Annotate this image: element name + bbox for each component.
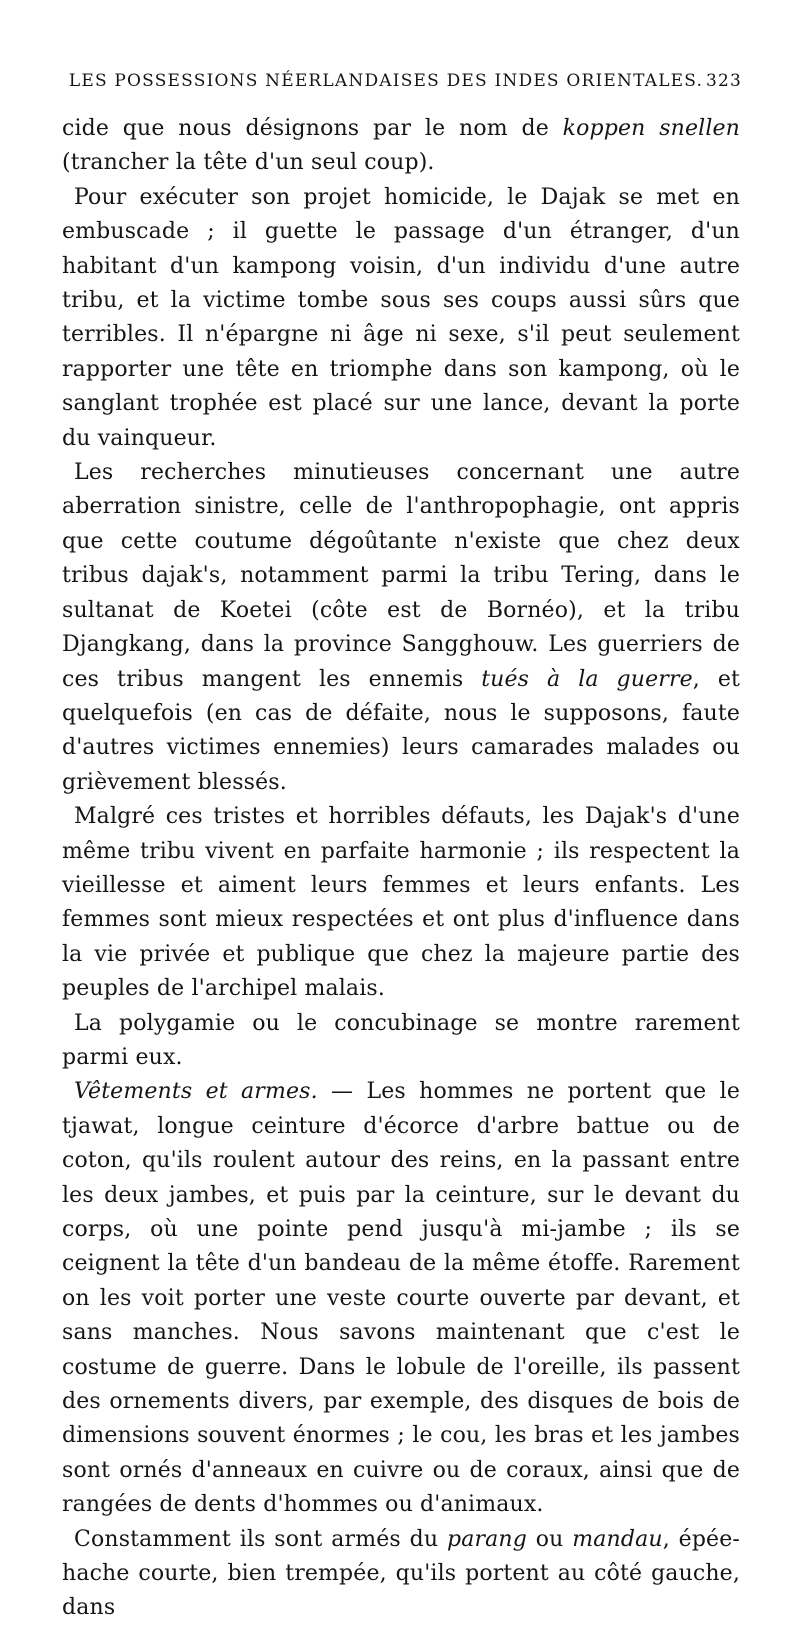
body-text (62, 112, 740, 1626)
running-title: LES POSSESSIONS NÉERLANDAISES DES INDES ORIENTALES. (68, 71, 704, 91)
paragraph-6 (62, 1075, 740, 1522)
paragraph-7-text-c: ou (526, 1526, 573, 1552)
paragraph-5: La polygamie ou le concubinage se montre rarement parmi eux. (62, 1010, 740, 1070)
paragraph-7-text-a: Constamment ils sont armés du (74, 1526, 447, 1552)
paragraph-3-text-c: , et quelquefois (en cas de défaite, nous le supposons, faute d'autres victimes ennemies) leurs camarades malades ou grièvement blessés. (62, 666, 740, 795)
paragraph-1-text-a: cide que nous désignons par le nom de (62, 116, 563, 141)
term-koppen-snellen: koppen snellen (562, 116, 740, 141)
page-number: 323 (705, 71, 742, 91)
paragraph-1-text-c: (trancher la tête d'un seul coup). (62, 150, 435, 176)
paragraph-7 (62, 1523, 740, 1626)
paragraph-3 (62, 456, 740, 800)
paragraph-1 (62, 112, 740, 181)
phrase-tues-a-la-guerre: tués à la guerre (481, 666, 693, 692)
paragraph-2: Pour exécuter son projet homicide, le Dajak se met en embuscade ; il guette le passage d'un étranger, d'un habitant d'un kampong voisin, d'un individu d'une autre tribu, et la victime tombe sous ses coups aussi sûrs que terribles. Il n'épargne ni âge ni sexe, s'il peut seulement rapporter une tête en triomphe dans son kampong, où le sanglant trophée est placé sur une lance, devant la porte du vainqueur. (62, 184, 740, 451)
paragraph-7-text-e: , épée-hache courte, bien trempée, qu'ils portent au côté gauche, dans (62, 1526, 740, 1621)
term-mandau: mandau (572, 1526, 663, 1552)
paragraph-6-text-b: — Les hommes ne portent que le tjawat, longue ceinture d'écorce d'arbre battue ou de coton, qu'ils roulent autour des reins, en la passant entre les deux jambes, et puis par la ceinture, sur le devant du corps, où une pointe pend jusqu'à mi-jambe ; ils se ceignent la tête d'un bandeau de la même étoffe. Rarement on les voit porter une veste courte ouverte par devant, et sans manches. Nous savons maintenant que c'est le costume de guerre. Dans le lobule de l'oreille, ils passent des ornements divers, par exemple, des disques de bois de dimensions souvent énormes ; le cou, les bras et les jambes sont ornés d'anneaux en cuivre ou de coraux, ainsi que de rangées de dents d'hommes ou d'animaux. (62, 1079, 740, 1518)
paragraph-4: Malgré ces tristes et horribles défauts, les Dajak's d'une même tribu vivent en parfaite harmonie ; ils respectent la vieillesse et aiment leurs femmes et leurs enfants. Les femmes sont mieux respectées et ont plus d'influence dans la vie privée et publique que chez la majeure partie des peuples de l'archipel malais. (62, 804, 740, 1002)
paragraph-3-text-a: Les recherches minutieuses concernant une autre aberration sinistre, celle de l'anthropophagie, ont appris que cette coutume dégoûtante n'existe que chez deux tribus dajak's, notamment parmi la tribu Tering, dans le sultanat de Koetei (côte est de Bornéo), et la tribu Djangkang, dans la province Sangghouw. Les guerriers de ces tribus mangent les ennemis (62, 460, 740, 692)
section-heading-vetements-et-armes: Vêtements et armes. (74, 1079, 318, 1105)
term-parang: parang (446, 1526, 527, 1552)
running-header (62, 66, 740, 96)
